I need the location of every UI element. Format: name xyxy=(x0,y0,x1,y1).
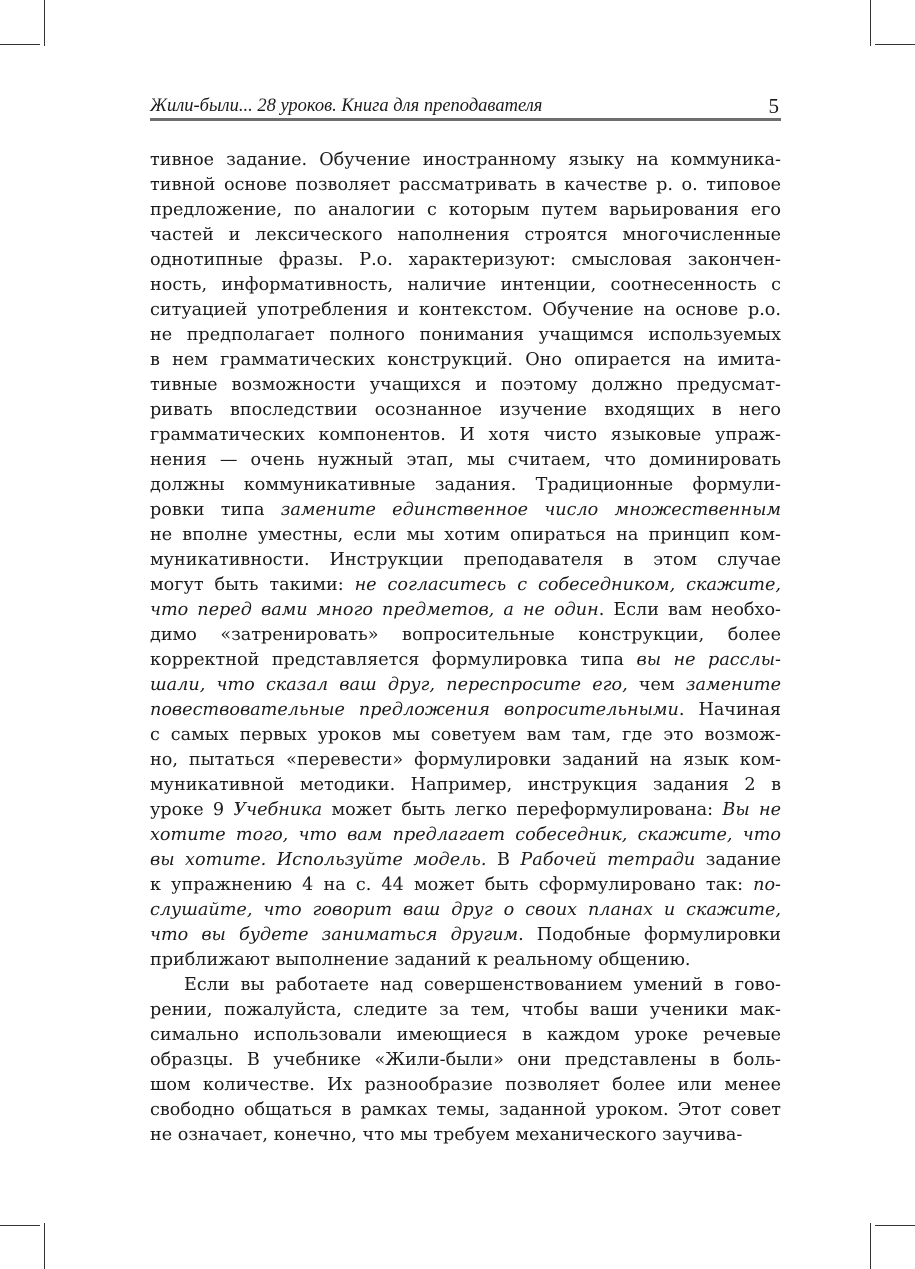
text-line xyxy=(150,198,781,223)
text-line xyxy=(150,523,781,548)
crop-mark-top-right xyxy=(870,0,871,46)
text-line xyxy=(150,273,781,298)
text-segment: к упражнению 4 на с. 44 может быть сформулировано так: xyxy=(150,875,754,895)
text-line xyxy=(150,573,781,598)
text-line xyxy=(150,623,781,648)
text-segment: шом количестве. Их разнообразие позволяет более или менее xyxy=(150,1075,781,1095)
italic-segment: что вы будете заниматься другим xyxy=(150,925,519,945)
text-line xyxy=(150,848,781,873)
text-segment: образцы. В учебнике «Жили-были» они представлены в боль- xyxy=(150,1050,781,1070)
text-segment: не предполагает полного понимания учащимся используемых xyxy=(150,325,781,345)
text-segment: Если вы работаете над совершенствованием умений в гово- xyxy=(184,975,781,995)
italic-segment: Вы не xyxy=(722,800,781,820)
text-segment: в нем грамматических конструкций. Оно опирается на имита- xyxy=(150,350,781,370)
text-line xyxy=(150,798,781,823)
text-segment: приближают выполнение заданий к реальному общению. xyxy=(150,950,691,970)
text-line xyxy=(150,448,781,473)
text-line xyxy=(150,948,781,973)
text-line xyxy=(150,473,781,498)
crop-mark-top-left xyxy=(44,0,45,46)
text-segment: однотипные фразы. Р.о. характеризуют: смысловая закончен- xyxy=(150,250,781,270)
text-line xyxy=(150,598,781,623)
text-line xyxy=(150,248,781,273)
text-line xyxy=(150,373,781,398)
text-line xyxy=(150,1023,781,1048)
text-segment: предложение, по аналогии с которым путем варьирования его xyxy=(150,200,781,220)
italic-segment: замените единственное число множественным xyxy=(280,500,782,520)
text-line xyxy=(150,298,781,323)
text-segment: уроке 9 xyxy=(150,800,234,820)
italic-segment: вы не расслы- xyxy=(636,650,781,670)
text-line xyxy=(150,1073,781,1098)
text-line xyxy=(150,1048,781,1073)
text-segment: не вполне уместны, если мы хотим опираться на принцип ком- xyxy=(150,525,781,545)
text-line xyxy=(150,498,781,523)
italic-segment: Рабочей тетради xyxy=(520,850,696,870)
text-line xyxy=(150,648,781,673)
text-segment: корректной представляется формулировка типа xyxy=(150,650,637,670)
text-segment: ность, информативность, наличие интенции, соотнесенность с xyxy=(150,275,781,295)
crop-mark-bottom-right xyxy=(870,1223,871,1269)
text-line xyxy=(150,998,781,1023)
text-segment: не означает, конечно, что мы требуем механического заучива- xyxy=(150,1125,743,1145)
text-line xyxy=(150,348,781,373)
text-segment: рении, пожалуйста, следите за тем, чтобы ваши ученики мак- xyxy=(150,1000,781,1020)
text-line xyxy=(150,723,781,748)
text-segment: тивные возможности учащихся и поэтому должно предусмат- xyxy=(150,375,781,395)
text-segment: свободно общаться в рамках темы, заданной уроком. Этот совет xyxy=(150,1100,781,1120)
text-segment: частей и лексического наполнения строятся многочисленные xyxy=(150,225,781,245)
text-segment: . Если вам необхо- xyxy=(598,600,781,620)
italic-segment: не согласитесь с собеседником, скажите, xyxy=(354,575,781,595)
crop-mark-bottom-left-horizontal xyxy=(0,1225,40,1226)
text-segment: ситуацией употребления и контекстом. Обучение на основе р.о. xyxy=(150,300,781,320)
italic-segment: Учебника xyxy=(233,800,323,820)
text-line xyxy=(150,398,781,423)
text-segment: может быть легко переформулирована: xyxy=(322,800,723,820)
text-line xyxy=(150,673,781,698)
header-rule xyxy=(150,118,781,121)
text-segment: . Начиная xyxy=(678,700,781,720)
text-line xyxy=(150,1123,781,1148)
text-segment: муникативности. Инструкции преподавателя в этом случае xyxy=(150,550,781,570)
text-line xyxy=(150,548,781,573)
italic-segment: шали, что сказал ваш друг, переспросите его, xyxy=(150,675,628,695)
text-line xyxy=(150,823,781,848)
text-line xyxy=(150,973,781,998)
crop-mark-bottom-right-horizontal xyxy=(875,1225,915,1226)
italic-segment: слушайте, что говорит ваш друг о своих планах и скажите, xyxy=(150,900,781,920)
text-segment: тивное задание. Обучение иностранному языку на коммуника- xyxy=(150,150,781,170)
italic-segment: вы хотите. Используйте модель. xyxy=(150,850,487,870)
text-segment: В xyxy=(486,850,521,870)
text-segment: димо «затренировать» вопросительные конструкции, более xyxy=(150,625,781,645)
text-line xyxy=(150,898,781,923)
text-line xyxy=(150,323,781,348)
italic-segment: хотите того, что вам предлагает собеседник, скажите, что xyxy=(150,825,781,845)
text-line xyxy=(150,1098,781,1123)
italic-segment: что перед вами много предметов, а не один xyxy=(150,600,599,620)
text-segment: могут быть такими: xyxy=(150,575,355,595)
text-segment: тивной основе позволяет рассматривать в качестве р. о. типовое xyxy=(150,175,781,195)
running-title: Жили-были... 28 уроков. Книга для преподавателя xyxy=(150,96,543,116)
text-segment: симально использовали имеющиеся в каждом уроке речевые xyxy=(150,1025,781,1045)
italic-segment: повествовательные предложения вопросительными xyxy=(150,700,679,720)
text-line xyxy=(150,698,781,723)
page-header xyxy=(150,94,781,122)
body-text xyxy=(150,148,781,1148)
text-segment: но, пытаться «перевести» формулировки заданий на язык ком- xyxy=(150,750,781,770)
text-segment: задание xyxy=(695,850,781,870)
text-segment: должны коммуникативные задания. Традиционные формули- xyxy=(150,475,781,495)
italic-segment: по- xyxy=(753,875,781,895)
text-segment: нения — очень нужный этап, мы считаем, что доминировать xyxy=(150,450,781,470)
text-line xyxy=(150,223,781,248)
text-segment: . Подобные формулировки xyxy=(518,925,781,945)
text-line xyxy=(150,773,781,798)
text-line xyxy=(150,148,781,173)
italic-segment: замените xyxy=(685,675,781,695)
text-segment: грамматических компонентов. И хотя чисто языковые упраж- xyxy=(150,425,781,445)
text-line xyxy=(150,748,781,773)
page-number: 5 xyxy=(768,94,779,118)
text-segment: чем xyxy=(627,675,686,695)
crop-mark-bottom-left xyxy=(44,1223,45,1269)
text-line xyxy=(150,873,781,898)
text-segment: с самых первых уроков мы советуем вам там, где это возмож- xyxy=(150,725,781,745)
crop-mark-top-left-horizontal xyxy=(0,44,40,45)
text-segment: муникативной методики. Например, инструкция задания 2 в xyxy=(150,775,781,795)
text-segment: ровки типа xyxy=(150,500,281,520)
text-line xyxy=(150,423,781,448)
text-segment: ривать впоследствии осознанное изучение входящих в него xyxy=(150,400,781,420)
text-line xyxy=(150,173,781,198)
text-line xyxy=(150,923,781,948)
crop-mark-top-right-horizontal xyxy=(875,44,915,45)
